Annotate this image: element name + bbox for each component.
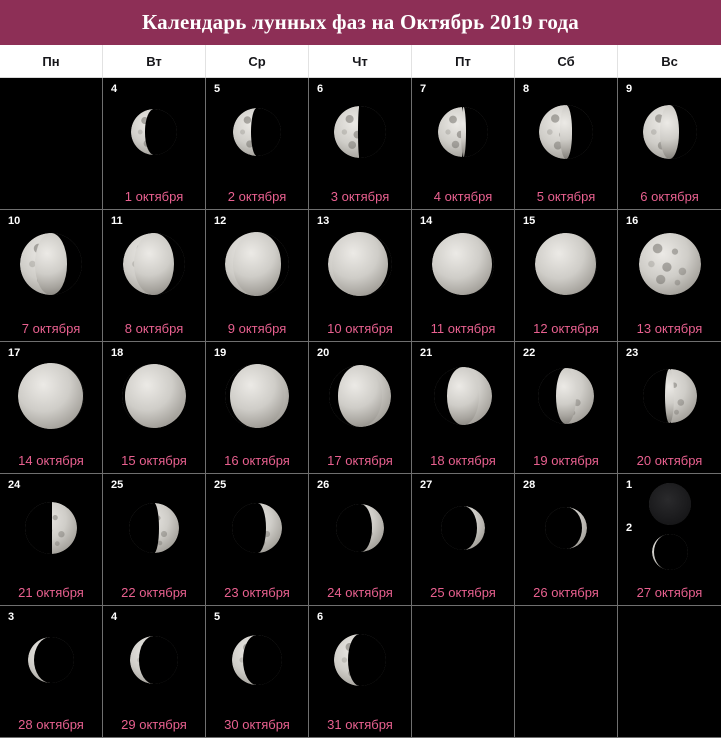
moon-phase-icon (225, 364, 289, 428)
calendar-date-label: 2 октября (227, 189, 287, 204)
calendar-day-cell[interactable] (103, 342, 206, 474)
moon-phase-icon (334, 106, 386, 158)
calendar-day-cell[interactable] (309, 474, 412, 606)
calendar-day-cell[interactable] (309, 342, 412, 474)
calendar-date-label: 24 октября (327, 585, 393, 600)
moon-container (0, 620, 102, 700)
moon-phase-icon (539, 105, 593, 159)
calendar-day-cell[interactable] (206, 78, 309, 210)
lunar-day-number: 4 (111, 611, 118, 623)
moon-container (206, 620, 308, 700)
calendar-date-label: 19 октября (533, 453, 599, 468)
calendar-day-cell[interactable] (309, 606, 412, 738)
moon-container (0, 488, 102, 568)
moon-phase-icon (438, 107, 488, 157)
calendar-date-label: 26 октября (533, 585, 599, 600)
moon-container (206, 92, 308, 172)
lunar-day-number: 14 (420, 215, 433, 227)
moon-phase-icon (18, 363, 84, 429)
lunar-day-number: 5 (214, 611, 221, 623)
moon-phase-icon (130, 636, 178, 684)
moon-container (206, 224, 308, 304)
weekday-header-row (0, 45, 721, 78)
lunar-day-number: 20 (317, 347, 330, 359)
moon-phase-icon (643, 369, 697, 423)
lunar-day-number: 5 (214, 83, 221, 95)
moon-phase-icon (649, 483, 691, 525)
calendar-date-label: 6 октября (640, 189, 699, 204)
calendar-day-cell[interactable] (515, 342, 618, 474)
calendar-day-cell[interactable] (618, 210, 721, 342)
calendar-day-cell[interactable] (0, 210, 103, 342)
lunar-day-number: 15 (523, 215, 536, 227)
calendar-date-label: 12 октября (533, 321, 599, 336)
moon-phase-icon (28, 637, 74, 683)
calendar-date-label: 14 октября (18, 453, 84, 468)
moon-phase-icon (336, 504, 384, 552)
lunar-day-number: 22 (523, 347, 536, 359)
calendar-day-cell[interactable] (103, 606, 206, 738)
calendar-day-cell[interactable] (515, 474, 618, 606)
lunar-day-number: 4 (111, 83, 118, 95)
moon-phase-icon (538, 368, 594, 424)
lunar-day-number: 19 (214, 347, 227, 359)
moon-container (412, 488, 514, 568)
moon-container (309, 356, 411, 436)
lunar-day-number: 18 (111, 347, 124, 359)
moon-phase-icon (129, 503, 179, 553)
lunar-day-number: 6 (317, 611, 324, 623)
calendar-day-cell[interactable] (412, 474, 515, 606)
calendar-day-cell[interactable] (412, 210, 515, 342)
lunar-day-number: 10 (8, 215, 21, 227)
calendar-day-cell[interactable] (309, 78, 412, 210)
moon-phase-icon (131, 109, 177, 155)
lunar-day-number: 8 (523, 83, 530, 95)
calendar-day-cell[interactable] (618, 342, 721, 474)
moon-phase-icon (328, 232, 392, 296)
calendar-date-label: 7 октября (21, 321, 81, 336)
moon-container (515, 488, 617, 568)
moon-phase-icon (232, 635, 282, 685)
weekday-sat: Сб (515, 45, 618, 77)
calendar-date-label: 13 октября (636, 321, 703, 336)
page-title (0, 0, 721, 45)
moon-phase-icon (25, 502, 77, 554)
moon-container (0, 356, 102, 436)
calendar-date-label: 1 октября (124, 189, 184, 204)
moon-container (618, 356, 721, 436)
lunar-day-number: 24 (8, 479, 21, 491)
lunar-day-number: 17 (8, 347, 21, 359)
calendar-day-cell[interactable] (206, 474, 309, 606)
lunar-day-number: 9 (626, 83, 633, 95)
lunar-day-number: 28 (523, 479, 536, 491)
calendar-date-label: 16 октября (224, 453, 290, 468)
moon-container (309, 92, 411, 172)
weekday-fri: Пт (412, 45, 515, 77)
moon-container (309, 620, 411, 700)
calendar-date-label: 22 октября (121, 585, 187, 600)
calendar-date-label: 11 октября (430, 321, 496, 336)
calendar-day-cell[interactable] (412, 78, 515, 210)
calendar-cell-empty (412, 606, 515, 738)
moon-phase-icon (652, 534, 688, 570)
calendar-cell-empty (618, 606, 721, 738)
moon-phase-icon (225, 232, 289, 296)
lunar-day-number: 25 (111, 479, 124, 491)
calendar-date-label: 10 октября (327, 321, 393, 336)
weekday-tue: Вт (103, 45, 206, 77)
moon-container (206, 356, 308, 436)
calendar-day-cell[interactable] (309, 210, 412, 342)
calendar-date-label: 20 октября (636, 453, 703, 468)
calendar-date-label: 5 октября (536, 189, 596, 204)
moon-phase-icon (123, 233, 185, 295)
moon-container-upper (618, 478, 721, 530)
lunar-day-number: 1 (626, 479, 633, 491)
moon-phase-icon (643, 105, 697, 159)
calendar-date-label: 30 октября (224, 717, 290, 732)
moon-phase-icon (232, 503, 282, 553)
calendar-date-label: 31 октября (327, 717, 393, 732)
calendar-date-label: 27 октября (636, 585, 703, 600)
moon-container (618, 92, 721, 172)
moon-phase-icon (329, 365, 391, 427)
moon-container (103, 356, 205, 436)
calendar-day-cell[interactable] (0, 342, 103, 474)
calendar-date-label: 21 октября (18, 585, 84, 600)
lunar-day-number-second: 2 (626, 522, 633, 534)
moon-container (412, 224, 514, 304)
calendar-cell-empty (0, 78, 103, 210)
calendar-date-label: 25 октября (430, 585, 496, 600)
calendar-date-label: 9 октября (227, 321, 287, 336)
moon-container (412, 92, 514, 172)
calendar-day-cell[interactable] (0, 606, 103, 738)
calendar-date-label: 29 октября (121, 717, 187, 732)
lunar-day-number: 25 (214, 479, 227, 491)
lunar-day-number: 16 (626, 215, 639, 227)
moon-container (309, 488, 411, 568)
moon-container (103, 620, 205, 700)
lunar-day-number: 7 (420, 83, 427, 95)
calendar-day-cell[interactable] (103, 78, 206, 210)
calendar-grid (0, 78, 721, 738)
calendar-date-label: 15 октября (121, 453, 187, 468)
calendar-cell-empty (515, 606, 618, 738)
weekday-sun: Вс (661, 53, 678, 69)
weekday-wed: Ср (206, 45, 309, 77)
moon-container (103, 224, 205, 304)
lunar-day-number: 23 (626, 347, 639, 359)
moon-phase-icon (432, 233, 494, 295)
moon-phase-icon (233, 108, 281, 156)
calendar-date-label: 8 октября (124, 321, 184, 336)
moon-container (206, 488, 308, 568)
calendar-day-cell[interactable] (206, 342, 309, 474)
moon-container (103, 488, 205, 568)
moon-phase-icon (441, 506, 485, 550)
calendar-date-label: 23 октября (224, 585, 290, 600)
calendar-day-cell[interactable] (618, 78, 721, 210)
moon-container (515, 224, 617, 304)
calendar-day-cell[interactable] (515, 210, 618, 342)
moon-container (103, 92, 205, 172)
calendar-day-cell[interactable] (103, 474, 206, 606)
calendar-date-label: 18 октября (430, 453, 496, 468)
lunar-day-number: 3 (8, 611, 15, 623)
moon-container-lower (618, 526, 721, 578)
weekday-mon: Пн (0, 45, 103, 77)
moon-phase-icon (535, 233, 597, 295)
calendar-day-cell[interactable] (0, 474, 103, 606)
calendar-day-cell[interactable] (206, 210, 309, 342)
lunar-day-number: 13 (317, 215, 330, 227)
moon-container (0, 224, 102, 304)
calendar-day-cell[interactable] (412, 342, 515, 474)
moon-phase-icon (122, 364, 186, 428)
calendar-date-label: 3 октября (330, 189, 390, 204)
calendar-day-cell[interactable] (206, 606, 309, 738)
moon-container (412, 356, 514, 436)
calendar-day-cell[interactable] (515, 78, 618, 210)
lunar-day-number: 11 (111, 215, 123, 227)
calendar-date-label: 4 октября (433, 189, 493, 204)
lunar-day-number: 27 (420, 479, 433, 491)
moon-phase-icon (434, 367, 492, 425)
calendar-day-cell[interactable] (103, 210, 206, 342)
page-title-text: Календарь лунных фаз на Октябрь 2019 года (141, 10, 580, 34)
lunar-day-number: 6 (317, 83, 324, 95)
moon-container (515, 92, 617, 172)
lunar-day-number: 12 (214, 215, 227, 227)
moon-phase-icon (20, 233, 82, 295)
moon-phase-icon (545, 507, 587, 549)
calendar-day-cell[interactable] (618, 474, 721, 606)
moon-container (309, 224, 411, 304)
lunar-day-number: 21 (420, 347, 433, 359)
calendar-date-label: 17 октября (327, 453, 393, 468)
moon-container (515, 356, 617, 436)
calendar-date-label: 28 октября (18, 717, 84, 732)
moon-container (618, 224, 721, 304)
moon-phase-icon (334, 634, 386, 686)
moon-phase-icon (639, 233, 701, 295)
weekday-thu: Чт (309, 45, 412, 77)
lunar-day-number: 26 (317, 479, 330, 491)
